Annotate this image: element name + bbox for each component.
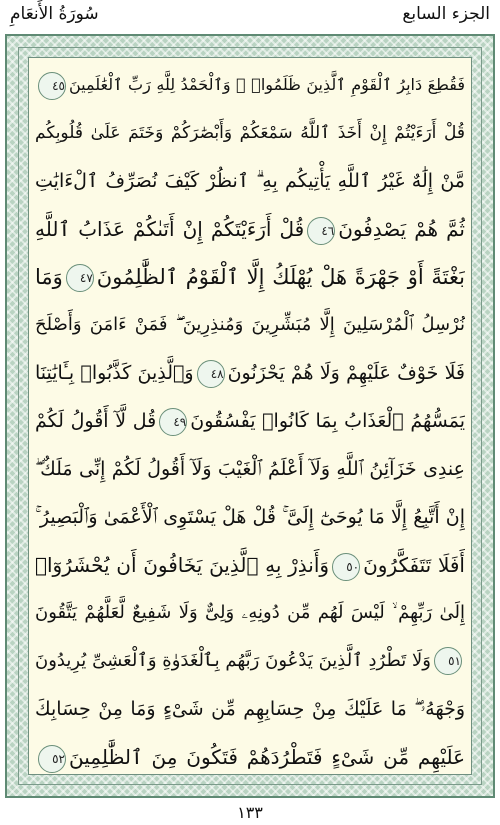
page-number: ١٣٣ bbox=[237, 803, 263, 822]
verse-text: أَفَلَا تَتَفَكَّرُونَ bbox=[363, 553, 465, 577]
verse-line bbox=[35, 109, 465, 157]
verse-text: قُل لَّآ أَقُولُ لَكُمْ bbox=[35, 410, 157, 432]
ornamental-border bbox=[5, 34, 495, 798]
ayah-number-marker: ٤٧ bbox=[66, 264, 94, 292]
verse-text: عِندِى خَزَآئِنُ ٱللَّهِ وَلَآ أَعْلَمُ ٱلْغَيْبَ وَلَآ أَقُولُ لَكُمْ إِنِّى مَلَكٌ ۖ bbox=[35, 458, 465, 480]
verse-text: ثُمَّ هُمْ يَصْدِفُونَ bbox=[338, 217, 465, 241]
verse-text: وَجْهَهُۥ ۖ مَا عَلَيْكَ مِنْ حِسَابِهِم مِّن شَىْءٍ وَمَا مِنْ حِسَابِكَ bbox=[35, 698, 465, 720]
verse-line bbox=[35, 685, 465, 733]
verse-text: فَلَا خَوْفٌ عَلَيْهِمْ وَلَا هُمْ يَحْزَنُونَ bbox=[227, 362, 465, 384]
verse-text: وَلَا تَطْرُدِ ٱلَّذِينَ يَدْعُونَ رَبَّهُم بِٱلْغَدَوٰةِ وَٱلْعَشِىِّ يُرِيدُونَ bbox=[35, 650, 431, 671]
verse-line bbox=[35, 205, 465, 253]
verse-line bbox=[35, 637, 465, 685]
verse-text: نُرْسِلُ ٱلْمُرْسَلِينَ إِلَّا مُبَشِّرِينَ وَمُنذِرِينَ ۖ فَمَنْ ءَامَنَ وَأَصْلَحَ bbox=[35, 314, 465, 335]
verse-text: قُلْ أَرَءَيْتُمْ إِنْ أَخَذَ ٱللَّهُ سَمْعَكُمْ وَأَبْصَٰرَكُمْ وَخَتَمَ عَلَىٰ قُلُوبِكُم bbox=[35, 123, 465, 143]
verse-text: وَأَنذِرْ بِهِ ٱلَّذِينَ يَخَافُونَ أَن يُحْشَرُوٓا۟ bbox=[35, 553, 330, 577]
verse-text: مَّنْ إِلَٰهٌ غَيْرُ ٱللَّهِ يَأْتِيكُم بِهِ ۗ ٱنظُرْ كَيْفَ نُصَرِّفُ ٱلْءَايَٰتِ bbox=[35, 170, 465, 192]
verse-text: يَمَسُّهُمُ ٱلْعَذَابُ بِمَا كَانُوا۟ يَفْسُقُونَ bbox=[190, 410, 465, 432]
juz-title: الجزء السابع bbox=[402, 4, 490, 24]
surah-title: سُورَةُ الأَنعَامِ bbox=[10, 4, 99, 24]
verse-line bbox=[35, 397, 465, 445]
verse-line bbox=[35, 541, 465, 589]
ayah-number-marker: ٤٩ bbox=[159, 408, 187, 436]
ayah-number-marker: ٥٠ bbox=[332, 553, 360, 581]
ayah-number-marker: ٥٢ bbox=[38, 745, 66, 773]
verse-line bbox=[35, 589, 465, 637]
verse-line bbox=[35, 253, 465, 301]
verse-line bbox=[35, 733, 465, 781]
quran-page-body bbox=[28, 57, 472, 775]
verse-text: وَمَا bbox=[35, 265, 63, 289]
verse-text: عَلَيْهِم مِّن شَىْءٍ فَتَطْرُدَهُمْ فَتَكُونَ مِنَ ٱلظَّٰلِمِينَ bbox=[69, 745, 465, 769]
verse-line bbox=[35, 301, 465, 349]
verse-line bbox=[35, 61, 465, 109]
verse-text: بَغْتَةً أَوْ جَهْرَةً هَلْ يُهْلَكُ إِلَّا ٱلْقَوْمُ ٱلظَّٰلِمُونَ bbox=[96, 265, 465, 289]
verse-text: إِلَىٰ رَبِّهِمْ ۙ لَيْسَ لَهُم مِّن دُونِهِۦ وَلِىٌّ وَلَا شَفِيعٌ لَّعَلَّهُمْ يَتَّقُونَ bbox=[35, 602, 465, 623]
verse-text: إِنْ أَتَّبِعُ إِلَّا مَا يُوحَىٰٓ إِلَىَّ ۚ قُلْ هَلْ يَسْتَوِى ٱلْأَعْمَىٰ وَٱلْبَصِيرُ ۚ bbox=[35, 506, 465, 528]
ayah-number-marker: ٥١ bbox=[434, 647, 462, 675]
verse-line bbox=[35, 445, 465, 493]
verse-line bbox=[35, 157, 465, 205]
verse-text: وَٱلَّذِينَ كَذَّبُوا۟ بِـَٔايَٰتِنَا bbox=[35, 362, 194, 384]
page-header bbox=[0, 0, 500, 34]
verse-line bbox=[35, 493, 465, 541]
verse-text: فَقُطِعَ دَابِرُ ٱلْقَوْمِ ٱلَّذِينَ ظَلَمُوا۟ ۚ وَٱلْحَمْدُ لِلَّهِ رَبِّ ٱلْعَٰلَمِينَ bbox=[69, 75, 465, 94]
ayah-number-marker: ٤٨ bbox=[197, 360, 225, 388]
ayah-number-marker: ٤٦ bbox=[307, 217, 335, 245]
ayah-number-marker: ٤٥ bbox=[38, 72, 66, 100]
verse-line bbox=[35, 349, 465, 397]
verse-text: قُلْ أَرَءَيْتَكُمْ إِنْ أَتَىٰكُمْ عَذَابُ ٱللَّهِ bbox=[35, 217, 305, 241]
